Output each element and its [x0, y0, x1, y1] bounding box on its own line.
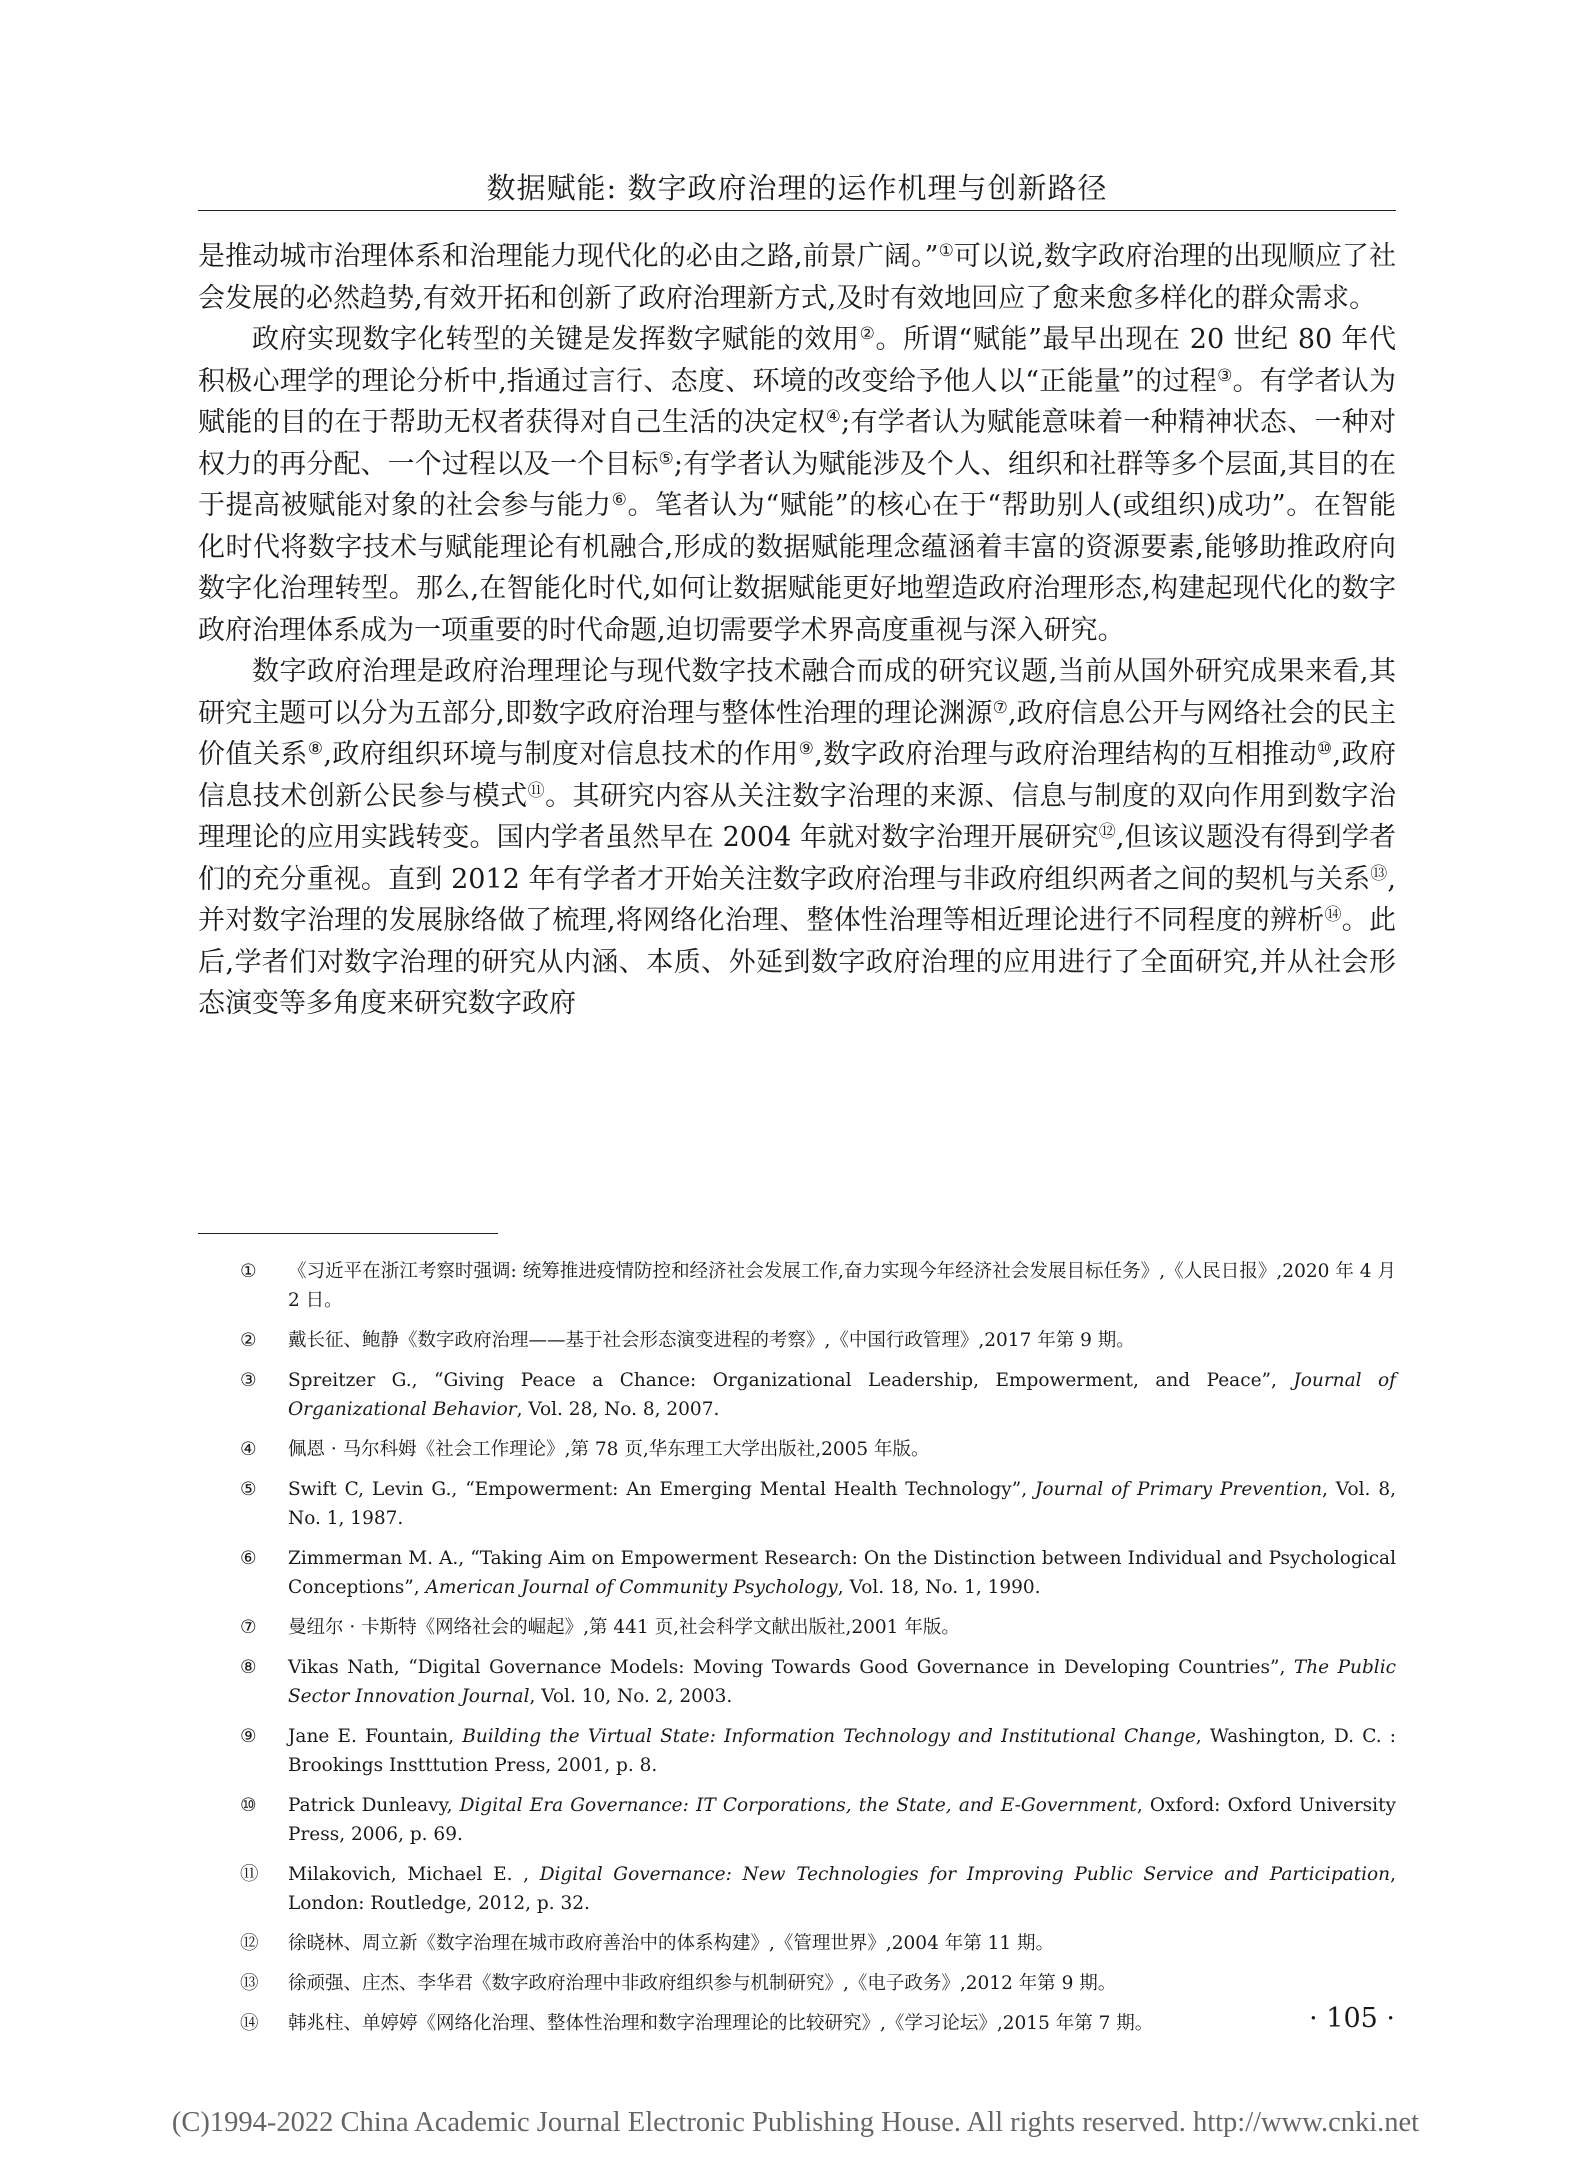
footnote	[198, 1722, 1396, 1780]
citation-title: The Public Sector Innovation Journal	[288, 1657, 1397, 1707]
footnote-text	[288, 1657, 1396, 1707]
footnote-ref: ⑧	[307, 739, 324, 759]
footnote	[198, 1326, 1396, 1355]
text-run: 徐晓林、周立新《数字治理在城市政府善治中的体系构建》,《管理世界》,2004 年第 11 期。	[288, 1933, 1055, 1954]
footnote-text	[288, 2013, 1153, 2034]
footnote-number: ②	[240, 1330, 257, 1351]
copyright-notice: (C)1994-2022 China Academic Journal Electronic Publishing House. All rights reserved. http://www.cnki.net	[171, 2107, 1420, 2138]
text-run: ,政府信息公开与网络社会的民主价值关系	[198, 697, 1396, 770]
paragraph	[198, 236, 1396, 319]
footnote	[198, 1366, 1396, 1424]
footnote-number: ⑭	[240, 2013, 259, 2034]
footnote-ref: ⑬	[1370, 863, 1388, 884]
footnote-text	[288, 1439, 930, 1460]
text-run: Zimmerman M. A., “Taking Aim on Empowerment Research: On the Distinction between Individual and Psychological Conceptions”,	[288, 1548, 1396, 1598]
text-run: 。笔者认为“赋能”的核心在于“帮助别人(或组织)成功”。在智能化时代将数字技术与赋能理论有机融合,形成的数据赋能理念蕴涵着丰富的资源要素,能够助推政府向数字化治理转型。那么,在智能化时代,如何让数据赋能更好地塑造政府治理形态,构建起现代化的数字政府治理体系成为一项重要的时代命题,迫切需要学术界高度重视与深入研究。	[198, 490, 1397, 646]
text-run: Swift C, Levin G., “Empowerment: An Emerging Mental Health Technology”,	[288, 1479, 1036, 1500]
citation-title: Building the Virtual State: Information Technology and Institutional Change	[462, 1726, 1196, 1747]
text-run: ,数字政府治理与政府治理结构的互相推动	[814, 739, 1317, 770]
footnote-number: ⑬	[240, 1973, 259, 1994]
citation-title: Digital Governance: New Technologies for Improving Public Service and Participation	[539, 1864, 1391, 1885]
text-run: 韩兆柱、单婷婷《网络化治理、整体性治理和数字治理理论的比较研究》,《学习论坛》,2015 年第 7 期。	[288, 2013, 1154, 2034]
footnote	[198, 1653, 1396, 1711]
citation-title: Digital Era Governance: IT Corporations, the State, and E-Government	[459, 1795, 1137, 1816]
text-run: 曼纽尔 · 卡斯特《网络社会的崛起》,第 441 页,社会科学文献出版社,2001 年版。	[288, 1617, 960, 1638]
footnote-number: ④	[240, 1439, 257, 1460]
footnote-ref: ②	[859, 324, 876, 344]
text-run: ,但该议题没有得到学者们的充分重视。直到 2012 年有学者才开始关注数字政府治理与非政府组织两者之间的契机与关系	[198, 822, 1396, 895]
footnote-number: ⑪	[240, 1864, 259, 1885]
footnote-text	[288, 1479, 1396, 1529]
text-run: ,政府组织环境与制度对信息技术的作用	[323, 739, 799, 770]
footnote-text	[288, 1261, 1396, 1311]
text-run: , Vol. 10, No. 2, 2003.	[529, 1686, 733, 1707]
text-run: 。所谓“赋能”最早出现在 20 世纪 80 年代积极心理学的理论分析中,指通过言行、态度、环境的改变给予他人以“正能量”的过程	[198, 324, 1396, 397]
text-run: Patrick Dunleavy,	[288, 1795, 460, 1816]
footnote-ref: ⑨	[798, 739, 815, 759]
running-header	[198, 158, 1396, 211]
footnote-number: ⑦	[240, 1617, 257, 1638]
text-run: , Vol. 18, No. 1, 1990.	[837, 1577, 1041, 1598]
footnotes	[198, 1257, 1396, 2049]
text-run: 是推动城市治理体系和治理能力现代化的必由之路,前景广阔。”	[198, 241, 939, 272]
text-run: 可以说,数字政府治理的出现顺应了社会发展的必然趋势,有效开拓和创新了政府治理新方式,及时有效地回应了愈来愈多样化的群众需求。	[198, 241, 1396, 314]
article-body	[198, 236, 1396, 1025]
footnote-text	[288, 1548, 1396, 1598]
footnote-ref: ⑪	[527, 780, 546, 801]
footnote-text	[288, 1370, 1396, 1420]
footnote-text	[288, 1795, 1396, 1845]
text-run: 徐顽强、庄杰、李华君《数字政府治理中非政府组织参与机制研究》,《电子政务》,2012 年第 9 期。	[288, 1973, 1117, 1994]
footnote-ref: ⑫	[1098, 822, 1116, 842]
footnote-number: ⑨	[240, 1726, 257, 1747]
footnote	[198, 1544, 1396, 1602]
footnote-number: ⑧	[240, 1657, 257, 1678]
footnote	[198, 1435, 1396, 1464]
text-run: , Vol. 8, No. 1, 1987.	[288, 1479, 1396, 1529]
text-run: , London: Routledge, 2012, p. 32.	[288, 1864, 1396, 1914]
text-run: 政府实现数字化转型的关键是发挥数字赋能的效用	[252, 324, 860, 355]
text-run: ;有学者认为赋能涉及个人、组织和社群等多个层面,其目的在于提高被赋能对象的社会参与能力	[198, 448, 1397, 521]
text-run: 数字政府治理是政府治理理论与现代数字技术融合而成的研究议题,当前从国外研究成果来看,其研究主题可以分为五部分,即数字政府治理与整体性治理的理论渊源	[198, 656, 1396, 729]
footnote-ref: ①	[938, 241, 954, 261]
citation-title: Journal of Organizational Behavior	[288, 1370, 1396, 1420]
footnote-ref: ⑭	[1324, 905, 1342, 925]
footnote-number: ⑫	[240, 1933, 259, 1954]
text-run: ,政府信息技术创新公民参与模式	[198, 739, 1396, 812]
footnote-number: ①	[240, 1261, 257, 1282]
footnote-divider	[198, 1233, 498, 1234]
footnote-text	[288, 1973, 1116, 1994]
text-run: ,并对数字治理的发展脉络做了梳理,将网络化治理、整体性治理等相近理论进行不同程度的辨析	[198, 863, 1396, 936]
text-run: 戴长征、鲍静《数字政府治理——基于社会形态演变进程的考察》,《中国行政管理》,2017 年第 9 期。	[288, 1330, 1135, 1351]
footnote-ref: ③	[1217, 365, 1233, 386]
footnote-ref: ⑥	[611, 490, 628, 510]
text-run: ;有学者认为赋能意味着一种精神状态、一种对权力的再分配、一个过程以及一个目标	[198, 407, 1396, 480]
footnote-number: ⑤	[240, 1479, 257, 1500]
footnote	[198, 2009, 1396, 2038]
page-number: · 105 ·	[1309, 2003, 1395, 2034]
footnote	[198, 1860, 1396, 1918]
footnote-number: ⑩	[240, 1795, 257, 1816]
footnote	[198, 1257, 1396, 1315]
paragraph	[198, 319, 1396, 651]
footnote	[198, 1613, 1396, 1642]
footnote-text	[288, 1864, 1396, 1914]
text-run: 。此后,学者们对数字治理的研究从内涵、本质、外延到数字政府治理的应用进行了全面研究,并从社会形态演变等多角度来研究数字政府	[198, 905, 1396, 1019]
footnote-text	[288, 1933, 1054, 1954]
text-run: Milakovich, Michael E. ,	[288, 1864, 540, 1885]
footnote-ref: ④	[825, 407, 842, 427]
text-run: Spreitzer G., “Giving Peace a Chance: Organizational Leadership, Empowerment, and Peace”,	[288, 1370, 1294, 1391]
paragraph	[198, 651, 1396, 1025]
footnote-ref: ⑩	[1316, 739, 1333, 759]
citation-title: Journal of Primary Prevention	[1035, 1479, 1322, 1500]
text-run: 佩恩 · 马尔科姆《社会工作理论》,第 78 页,华东理工大学出版社,2005 年版。	[288, 1439, 930, 1460]
footnote	[198, 1929, 1396, 1958]
footnote-text	[288, 1617, 960, 1638]
footnote-text	[288, 1330, 1135, 1351]
footnote	[198, 1969, 1396, 1998]
running-header-title: 数据赋能: 数字政府治理的运作机理与创新路径	[486, 171, 1108, 205]
footnote-ref: ⑤	[658, 448, 674, 469]
text-run: 。其研究内容从关注数字治理的来源、信息与制度的双向作用到数字治理理论的应用实践转变。国内学者虽然早在 2004 年就对数字治理开展研究	[198, 780, 1397, 853]
footnote-number: ⑥	[240, 1548, 257, 1569]
footnote	[198, 1475, 1396, 1533]
text-run: Vikas Nath, “Digital Governance Models: Moving Towards Good Governance in Developing Countries”,	[288, 1657, 1294, 1678]
footnote-number: ③	[240, 1370, 257, 1391]
text-run: , Vol. 28, No. 8, 2007.	[516, 1399, 720, 1420]
text-run: 。有学者认为赋能的目的在于帮助无权者获得对自己生活的决定权	[198, 365, 1397, 438]
citation-title: American Journal of Community Psychology	[425, 1577, 838, 1598]
text-run: , Washington, D. C. : Brookings Instttution Press, 2001, p. 8.	[288, 1726, 1397, 1776]
text-run: Jane E. Fountain,	[288, 1726, 463, 1747]
footnote-ref: ⑦	[992, 697, 1008, 718]
footnote-text	[288, 1726, 1396, 1776]
text-run: , Oxford: Oxford University Press, 2006, p. 69.	[288, 1795, 1396, 1845]
footnote	[198, 1791, 1396, 1849]
text-run: 《习近平在浙江考察时强调: 统筹推进疫情防控和经济社会发展工作,奋力实现今年经济社会发展目标任务》,《人民日报》,2020 年 4 月 2 日。	[288, 1261, 1396, 1311]
